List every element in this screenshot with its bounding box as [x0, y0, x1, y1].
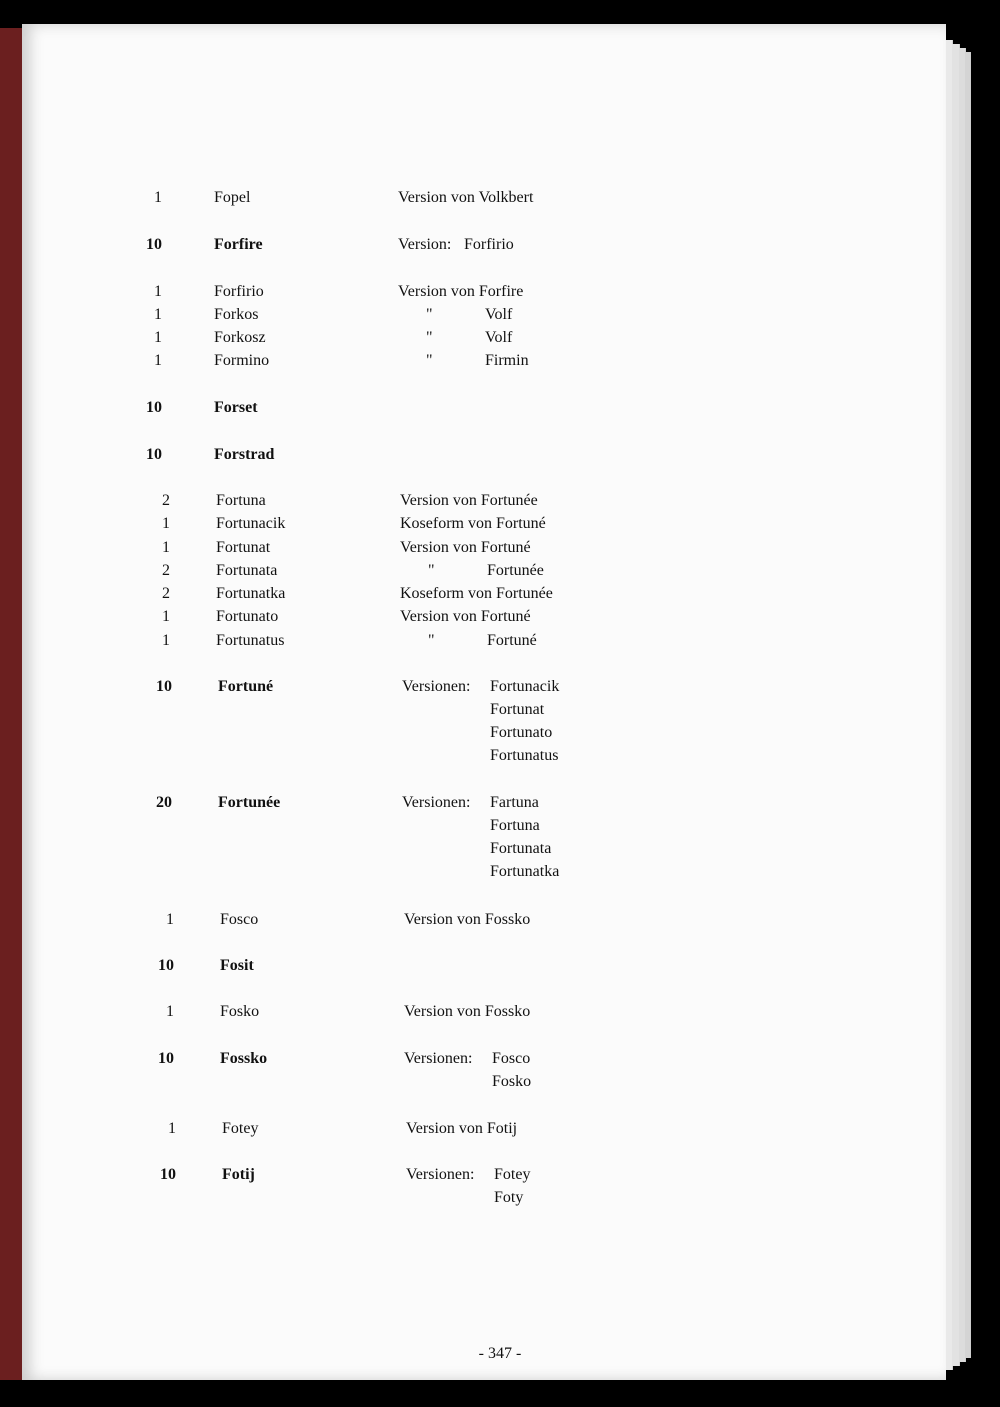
entry-count: 1	[162, 515, 170, 532]
entry-name: Fosit	[220, 957, 254, 974]
entry-variant: Forfirio	[464, 236, 514, 253]
entry-name: Forkosz	[214, 329, 266, 346]
entry-description: Versionen:	[406, 1166, 475, 1183]
entry-count: 1	[154, 306, 162, 323]
entry-name: Fopel	[214, 189, 251, 206]
entry-name: Fosco	[220, 911, 259, 928]
entry-description: Version von Fossko	[404, 911, 531, 928]
entry-description: "	[428, 632, 435, 649]
entry-variant: Foty	[494, 1189, 524, 1206]
entry-variant: Firmin	[485, 352, 529, 369]
entry-description: Version von Forfire	[398, 283, 524, 300]
entry-variant: Fortuna	[490, 817, 540, 834]
entry-name: Fotey	[222, 1120, 259, 1137]
entry-description: Versionen:	[402, 794, 471, 811]
entry-description: Versionen:	[404, 1050, 473, 1067]
page-stack-edge	[965, 52, 971, 1358]
entry-description: Version von Fotij	[406, 1120, 518, 1137]
entry-name: Fortunata	[216, 562, 278, 579]
entry-variant: Fosko	[492, 1073, 532, 1090]
entry-description: Version von Fortuné	[400, 539, 531, 556]
entry-name: Formino	[214, 352, 270, 369]
entry-variant: Fortunata	[490, 840, 552, 857]
entry-variant: Fortunacik	[490, 678, 560, 695]
entry-variant: Fortuné	[487, 632, 537, 649]
entry-name: Forfirio	[214, 283, 264, 300]
entry-variant: Fortunat	[490, 701, 545, 718]
entry-description: "	[426, 306, 433, 323]
entry-variant: Fortunato	[490, 724, 553, 741]
entry-count: 10	[160, 1166, 176, 1183]
entry-variant: Volf	[485, 306, 513, 323]
entry-name: Fortunat	[216, 539, 271, 556]
entry-variant: Fotey	[494, 1166, 531, 1183]
entry-count: 2	[162, 562, 170, 579]
entry-description: Version von Fossko	[404, 1003, 531, 1020]
entry-count: 1	[154, 189, 162, 206]
entry-count: 10	[156, 678, 172, 695]
entry-name: Fortunée	[218, 794, 281, 811]
entry-name: Forstrad	[214, 446, 275, 463]
entry-description: Version:	[398, 236, 452, 253]
entry-count: 1	[154, 352, 162, 369]
entry-count: 1	[162, 632, 170, 649]
entry-count: 1	[166, 1003, 174, 1020]
entry-count: 2	[162, 492, 170, 509]
entry-count: 1	[168, 1120, 176, 1137]
entry-variant: Fartuna	[490, 794, 539, 811]
entry-variant: Fortunatus	[490, 747, 559, 764]
entry-name: Fotij	[222, 1166, 255, 1183]
entry-variant: Fortunatka	[490, 863, 560, 880]
entry-count: 2	[162, 585, 170, 602]
entry-description: Version von Fortuné	[400, 608, 531, 625]
entry-count: 1	[162, 608, 170, 625]
entry-count: 1	[154, 283, 162, 300]
entry-name: Fossko	[220, 1050, 268, 1067]
entry-description: Versionen:	[402, 678, 471, 695]
entry-name: Fortunacik	[216, 515, 286, 532]
entry-name: Fortuné	[218, 678, 274, 695]
entry-count: 10	[146, 446, 162, 463]
page-number: - 347 -	[478, 1345, 522, 1362]
entry-name: Fortunatka	[216, 585, 286, 602]
entry-count: 10	[146, 236, 162, 253]
entry-description: Version von Volkbert	[398, 189, 534, 206]
entry-variant: Fortunée	[487, 562, 544, 579]
entry-count: 1	[166, 911, 174, 928]
entry-description: "	[428, 562, 435, 579]
entry-variant: Volf	[485, 329, 513, 346]
entry-name: Forfire	[214, 236, 263, 253]
entry-name: Fortunatus	[216, 632, 285, 649]
entry-description: "	[426, 329, 433, 346]
entry-description: Version von Fortunée	[400, 492, 538, 509]
entry-description: Koseform von Fortunée	[400, 585, 553, 602]
entry-count: 10	[158, 957, 174, 974]
entry-count: 10	[158, 1050, 174, 1067]
entry-variant: Fosco	[492, 1050, 531, 1067]
entry-description: Koseform von Fortuné	[400, 515, 546, 532]
entry-count: 10	[146, 399, 162, 416]
entry-count: 1	[162, 539, 170, 556]
entry-name: Forset	[214, 399, 258, 416]
entry-count: 20	[156, 794, 172, 811]
entry-description: "	[426, 352, 433, 369]
entry-name: Fortunato	[216, 608, 279, 625]
entry-name: Fosko	[220, 1003, 260, 1020]
entry-count: 1	[154, 329, 162, 346]
entry-name: Forkos	[214, 306, 259, 323]
entry-name: Fortuna	[216, 492, 266, 509]
